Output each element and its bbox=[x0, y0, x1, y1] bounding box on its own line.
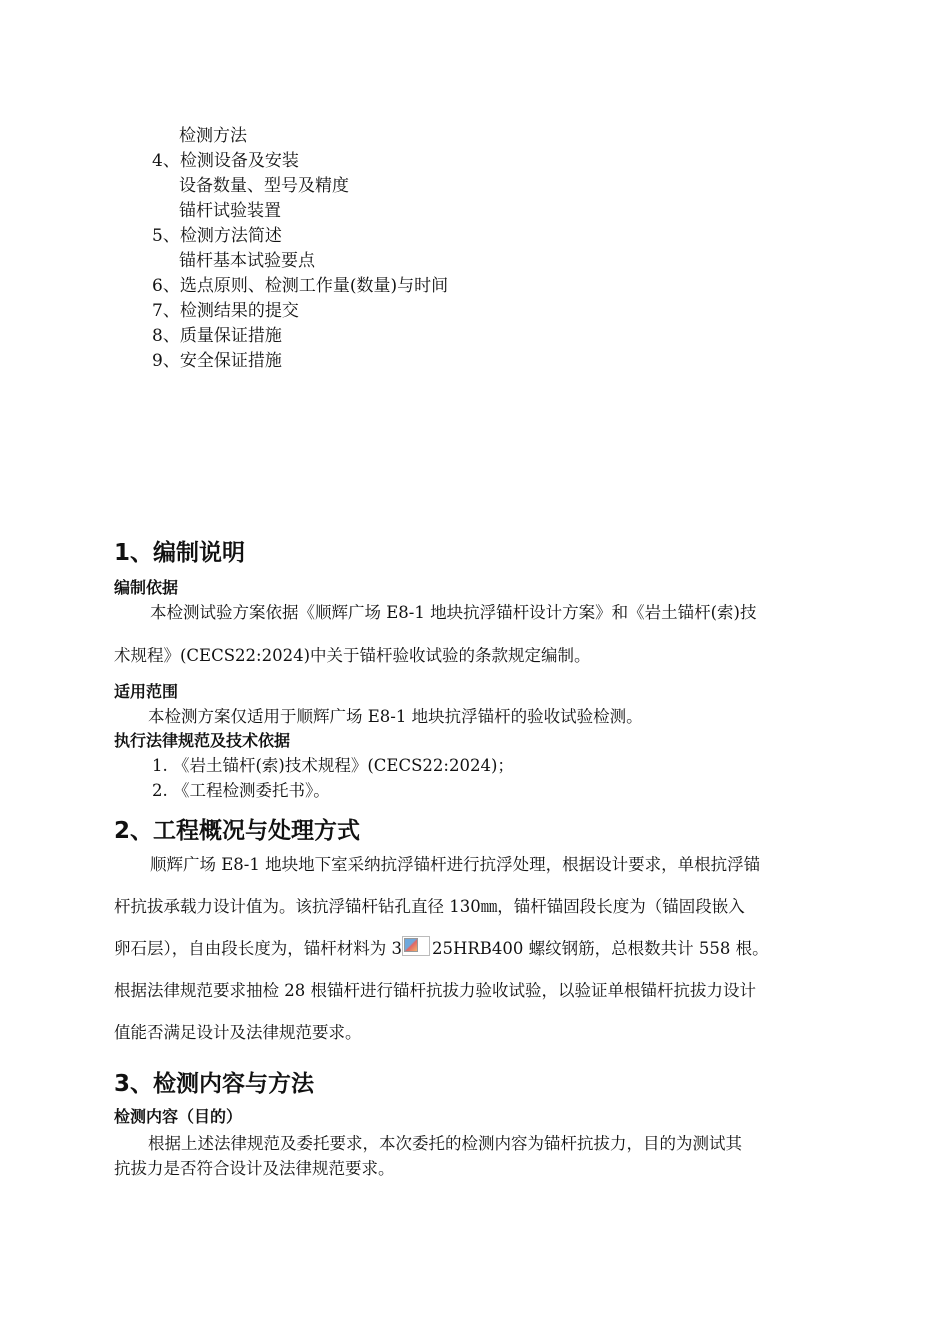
section-title: 2、工程概况与处理方式 bbox=[114, 818, 361, 844]
paragraph-line: 抗拔力是否符合设计及法律规范要求。 bbox=[114, 1159, 395, 1178]
section-title: 3、检测内容与方法 bbox=[114, 1071, 315, 1097]
paragraph-line: 值能否满足设计及法律规范要求。 bbox=[114, 1023, 362, 1042]
toc-item: 锚杆试验装置 bbox=[179, 201, 281, 221]
list-item: 1. 《岩土锚杆(索)技术规程》(CECS22:2024)； bbox=[152, 756, 514, 775]
subsection-title: 执行法律规范及技术依据 bbox=[114, 731, 291, 750]
paragraph-fragment: 卵石层），自由段长度为，锚杆材料为 3 bbox=[114, 939, 402, 958]
paragraph-fragment: 25HRB400 螺纹钢筋，总根数共计 558 根。 bbox=[432, 939, 769, 958]
paragraph-line: 根据上述法律规范及委托要求，本次委托的检测内容为锚杆抗拔力，目的为测试其 bbox=[148, 1134, 742, 1153]
subsection-title: 编制依据 bbox=[114, 578, 179, 597]
toc-item: 锚杆基本试验要点 bbox=[179, 251, 315, 271]
paragraph-line: 本检测试验方案依据《顺辉广场 E8-1 地块抗浮锚杆设计方案》和《岩土锚杆(索)技 bbox=[150, 603, 757, 622]
toc-item: 设备数量、型号及精度 bbox=[179, 176, 349, 196]
toc-item: 6、选点原则、检测工作量(数量)与时间 bbox=[152, 276, 449, 296]
toc-item: 8、质量保证措施 bbox=[152, 326, 282, 346]
paragraph-line: 根据法律规范要求抽检 28 根锚杆进行锚杆抗拔力验收试验，以验证单根锚杆抗拔力设计 bbox=[114, 981, 756, 1000]
subsection-title: 检测内容（目的） bbox=[114, 1107, 243, 1126]
paragraph-line: 本检测方案仅适用于顺辉广场 E8-1 地块抗浮锚杆的验收试验检测。 bbox=[148, 707, 643, 726]
toc-item: 7、检测结果的提交 bbox=[152, 301, 299, 321]
section-title: 1、编制说明 bbox=[114, 540, 246, 566]
toc-item: 4、检测设备及安装 bbox=[152, 151, 299, 171]
paragraph-line: 杆抗拔承载力设计值为。该抗浮锚杆钻孔直径 130㎜，锚杆锚固段长度为（锚固段嵌入 bbox=[114, 897, 745, 916]
toc-item: 9、安全保证措施 bbox=[152, 351, 282, 371]
broken-image-icon bbox=[402, 936, 430, 956]
subsection-title: 适用范围 bbox=[114, 682, 179, 701]
paragraph-line: 术规程》(CECS22:2024)中关于锚杆验收试验的条款规定编制。 bbox=[114, 646, 591, 665]
paragraph-line bbox=[114, 935, 769, 959]
paragraph-line: 顺辉广场 E8-1 地块地下室采纳抗浮锚杆进行抗浮处理，根据设计要求，单根抗浮锚 bbox=[150, 855, 761, 874]
list-item: 2. 《工程检测委托书》。 bbox=[152, 781, 330, 800]
toc-item: 检测方法 bbox=[179, 126, 247, 146]
toc-item: 5、检测方法简述 bbox=[152, 226, 282, 246]
